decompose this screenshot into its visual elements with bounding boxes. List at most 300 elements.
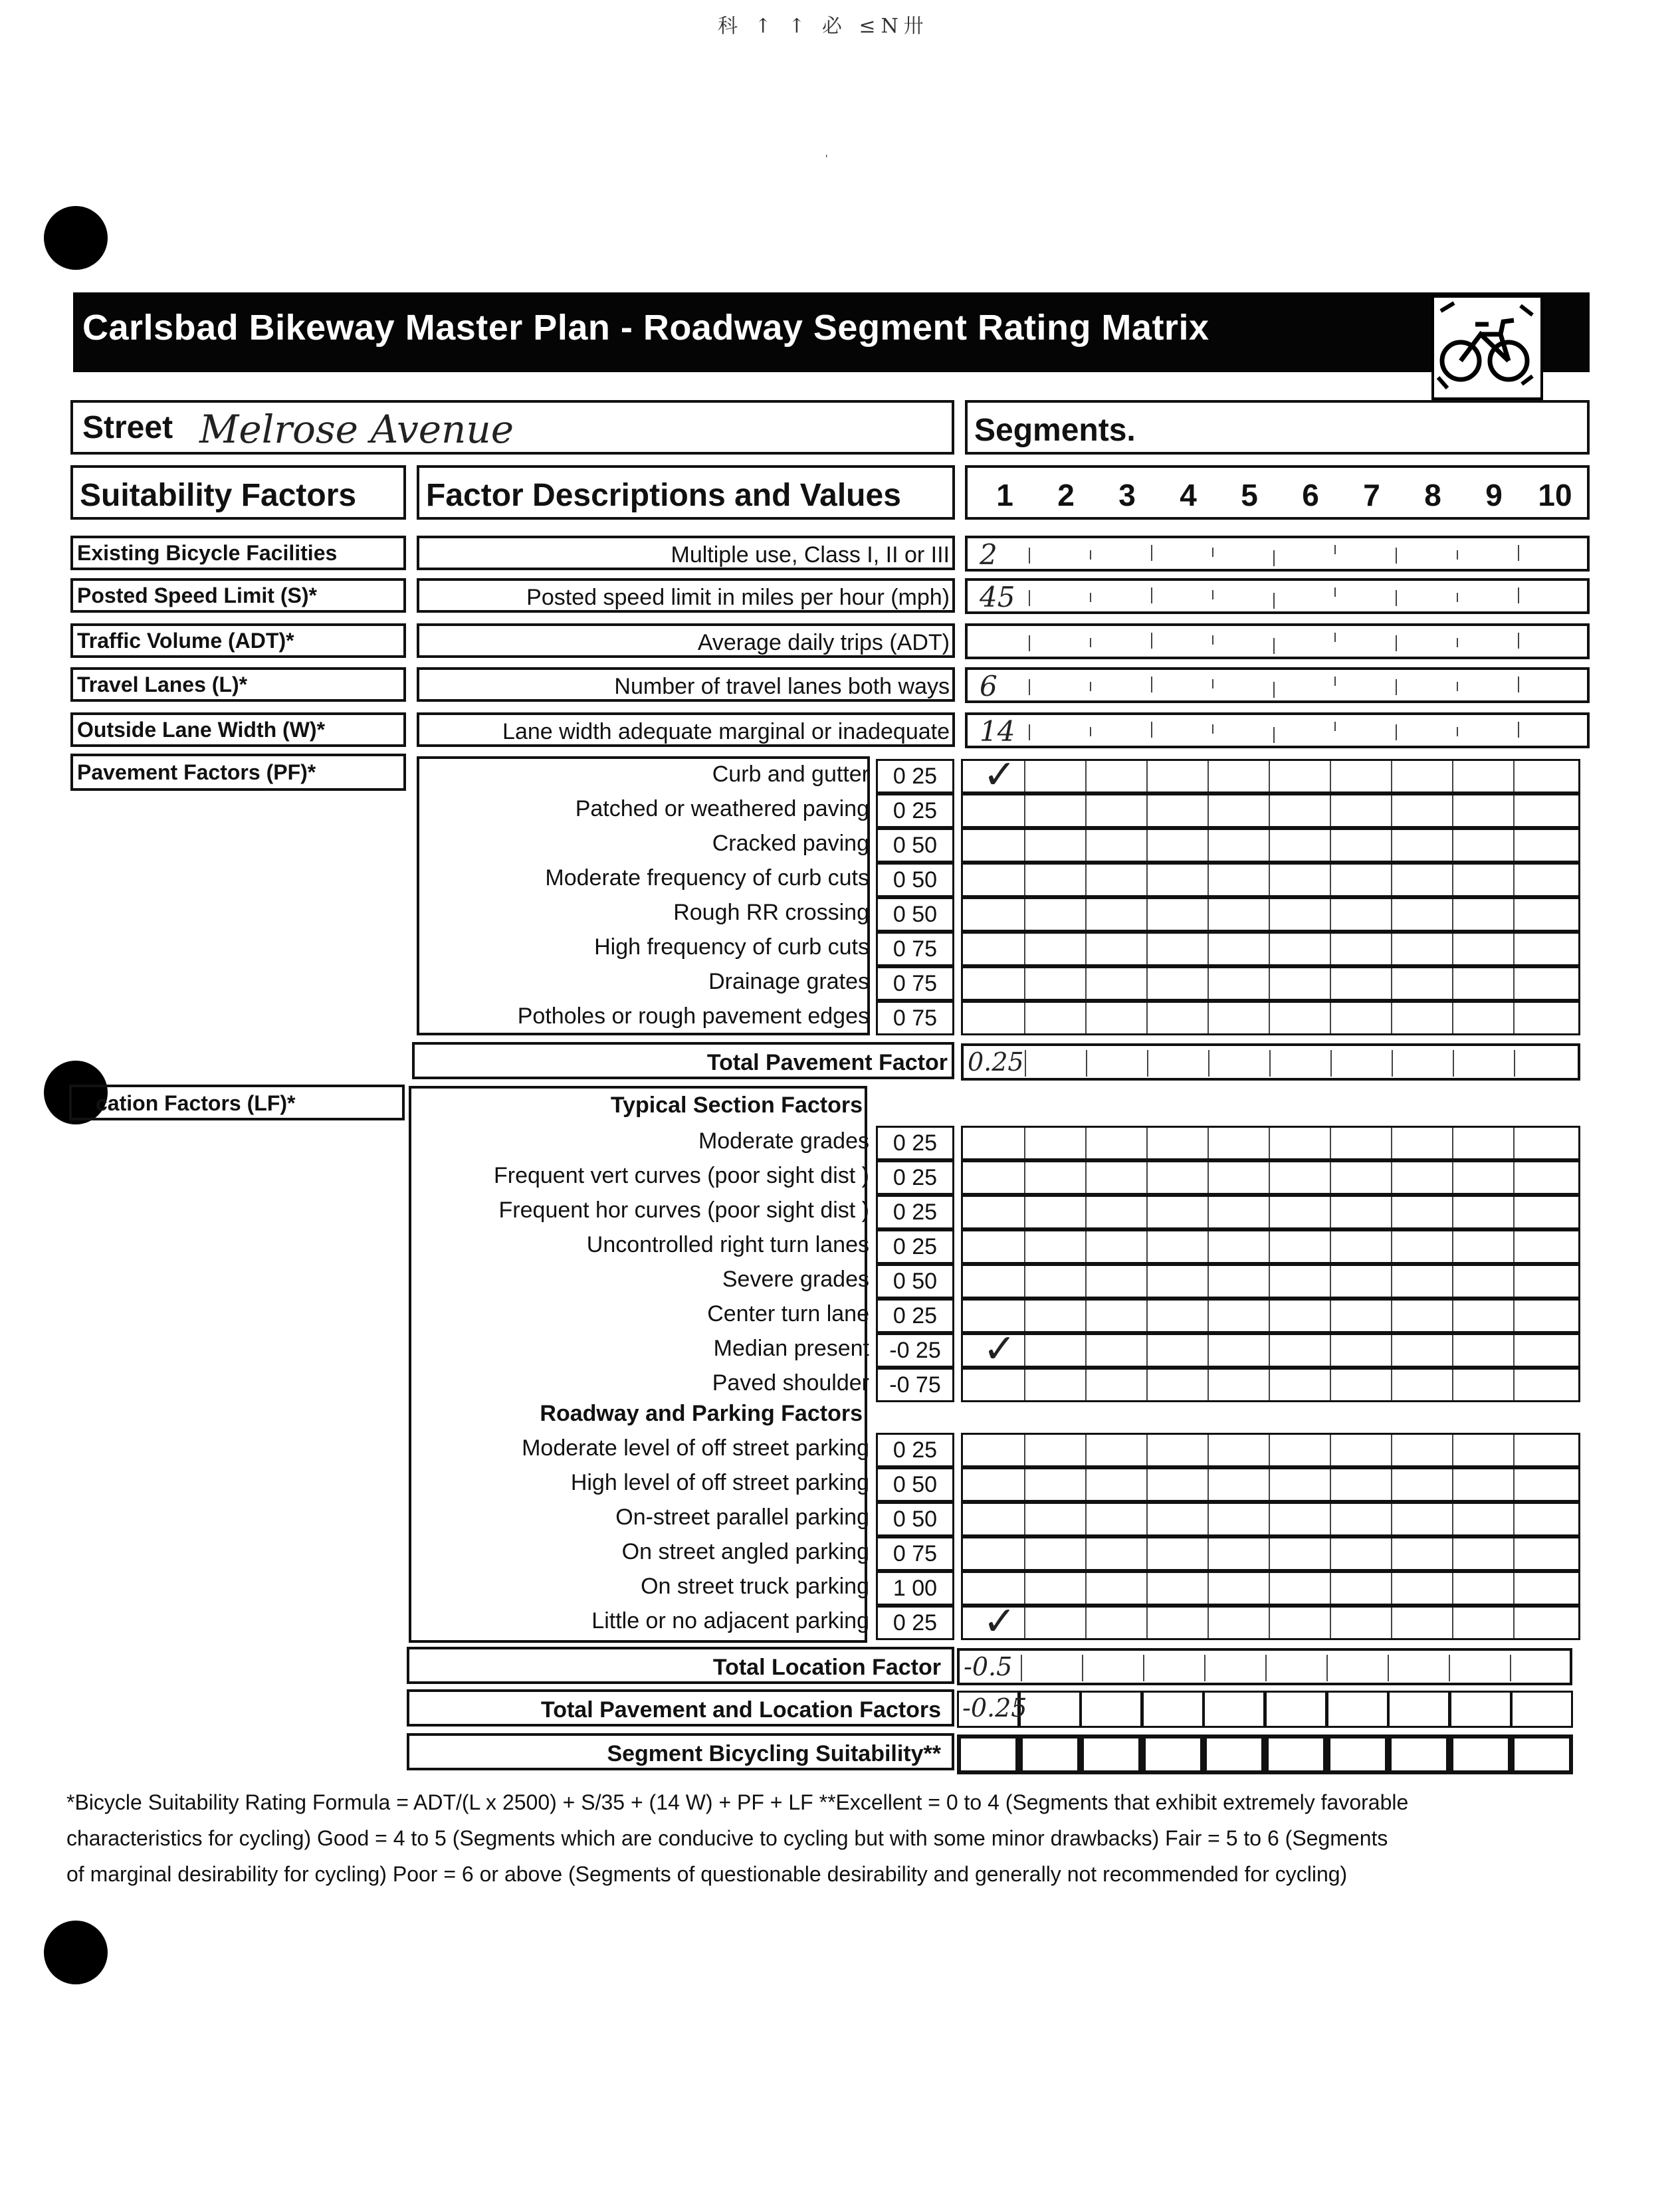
cell-divider [1513,1231,1515,1262]
pavement-item-value-box [876,828,954,863]
pavement-item-value-box [876,932,954,966]
cell-divider [1208,1538,1209,1569]
cell-divider [1085,1301,1087,1331]
factor-entry: 2 [980,538,998,571]
cell-divider [1212,679,1213,688]
parking-header: Roadway and Parking Factors [540,1401,863,1426]
cell-divider [1212,590,1213,599]
cell-divider [1330,1538,1331,1569]
cell-divider [1024,1231,1025,1262]
pavement-item-desc: Patched or weathered paving [575,796,869,821]
parking-item-value-box [876,1502,954,1536]
cell-divider [1269,1050,1271,1077]
cell-divider [1330,934,1331,964]
cell-divider [1085,1197,1087,1227]
factor-label-box [70,712,406,747]
cell-divider [1269,761,1270,791]
cell-divider [1085,934,1087,964]
cell-divider [1146,1197,1148,1227]
typical-item-segment-cells[interactable] [961,1195,1580,1229]
cell-divider [1513,1573,1515,1604]
cell-divider [1449,1655,1450,1681]
pavement-item-desc: Potholes or rough pavement edges [517,1003,869,1029]
total-pavement-box [412,1042,954,1079]
cell-divider [1269,1608,1270,1638]
cell-divider [1513,899,1515,930]
pavement-item-value: 0 50 [892,902,938,927]
pavement-item-desc: High frequency of curb cuts [594,934,869,960]
cell-divider [1208,865,1209,895]
cell-divider [1391,1370,1392,1400]
segment-cell[interactable] [1388,1691,1450,1728]
factor-desc-box [417,623,955,658]
cell-divider [1024,899,1025,930]
cell-divider [1024,1266,1025,1297]
cell-divider [1391,1504,1392,1534]
cell-divider [1269,1469,1270,1500]
pavement-item-segment-cells[interactable] [961,966,1580,1001]
cell-divider [1269,934,1270,964]
cell-divider [1151,587,1152,603]
cell-divider [1330,1573,1331,1604]
typical-item-value-box [876,1160,954,1195]
cell-divider [1024,1197,1025,1227]
parking-item-segment-cells[interactable] [961,1502,1580,1536]
parking-item-segment-cells[interactable] [961,1598,1580,1645]
cell-divider [1452,1538,1453,1569]
parking-item-value-box [876,1571,954,1606]
cell-divider [1334,633,1336,642]
scan-mark: ˌ [824,141,829,158]
typical-item-segment-cells[interactable] [961,1326,1580,1372]
cell-divider [1330,1231,1331,1262]
cell-divider [1024,830,1025,861]
cell-divider [1024,1370,1025,1400]
cell-divider [1090,550,1091,560]
cell-divider [1513,1003,1515,1033]
segment-cell[interactable] [1265,1691,1327,1728]
cell-divider [1330,1128,1331,1158]
cell-divider [1085,795,1087,826]
cell-divider [1146,1469,1148,1500]
cell-divider [1024,1301,1025,1331]
parking-item-value: 0 25 [892,1437,938,1463]
cell-divider [1208,1231,1209,1262]
typical-item-value: 0 25 [892,1165,938,1190]
pavement-item-value-box [876,1001,954,1035]
parking-item-value-box [876,1536,954,1571]
segment-cell[interactable] [957,1734,1019,1774]
typical-item-segment-cells[interactable] [961,1264,1580,1299]
cell-divider [1518,587,1519,603]
cell-divider [1024,1608,1025,1638]
segments-box [965,400,1590,455]
segment-cell[interactable] [1511,1734,1573,1774]
cell-divider [1085,1335,1087,1366]
parking-item-segment-cells[interactable] [961,1467,1580,1502]
cell-divider [1269,1335,1270,1366]
typical-item-value-box [876,1264,954,1299]
cell-divider [1212,724,1213,734]
factor-desc-box [417,578,955,613]
cell-divider [1146,1608,1148,1638]
factor-desc: Number of travel lanes both ways [614,674,950,699]
segment-number-8: 8 [1424,478,1441,512]
cell-divider [1146,1538,1148,1569]
cell-divider [1021,1655,1022,1681]
cell-divider [1326,1655,1328,1681]
cell-divider [1085,1370,1087,1400]
cell-divider [1513,1301,1515,1331]
cell-divider [1452,1003,1453,1033]
segment-cell[interactable] [1142,1734,1204,1774]
cell-divider [1452,1573,1453,1604]
pavement-item-segment-cells[interactable] [961,863,1580,897]
header-stamp: 科 ↑ ↑ 必 ≤N卅 [718,15,929,38]
total-location-entry: -0.5 [964,1652,1013,1681]
cell-divider [1208,1003,1209,1033]
parking-item-segment-cells[interactable] [961,1433,1580,1467]
cell-divider [1024,1538,1025,1569]
cell-divider [1330,1266,1331,1297]
cell-divider [1391,1301,1392,1331]
location-label-box [69,1085,405,1120]
typical-item-desc: Median present [713,1336,869,1361]
segment-cell[interactable] [1449,1691,1512,1728]
cell-divider [1391,1266,1392,1297]
cell-divider [1151,633,1152,649]
factor-label-box [70,623,406,658]
cell-divider [1452,1608,1453,1638]
factor-label-box [70,578,406,613]
cell-divider [1510,1655,1511,1681]
cell-divider [1269,1231,1270,1262]
typical-item-value-box [876,1299,954,1333]
cell-divider [1391,968,1392,999]
factor-desc: Posted speed limit in miles per hour (mph) [526,585,950,610]
typical-item-value-box [876,1229,954,1264]
pavement-item-segment-cells[interactable] [961,932,1580,966]
segment-cell[interactable] [1142,1691,1204,1728]
parking-item-value: 0 25 [892,1610,938,1635]
cell-divider [1334,545,1336,554]
segment-cell[interactable] [1449,1734,1512,1774]
cell-divider [1518,545,1519,561]
parking-item-value: 0 50 [892,1472,938,1497]
cell-divider [1208,1050,1209,1077]
typical-item-segment-cells[interactable] [961,1368,1580,1402]
pavement-item-value-box [876,759,954,793]
cell-divider [1396,590,1397,606]
pavement-item-value-box [876,793,954,828]
cell-divider [1391,1608,1392,1638]
cell-divider [1391,1335,1392,1366]
pavement-item-value-box [876,966,954,1001]
cell-divider [1085,1162,1087,1193]
cell-divider [1208,1128,1209,1158]
cell-divider [1518,633,1519,649]
factor-segment-cells[interactable] [965,578,1590,614]
pavement-item-value-box [876,897,954,932]
cell-divider [1330,1050,1332,1077]
factor-segment-cells[interactable] [965,667,1590,703]
segment-suitability-label: Segment Bicycling Suitability** [607,1741,941,1766]
cell-divider [1452,1231,1453,1262]
typical-item-segment-cells[interactable] [961,1126,1580,1160]
cell-divider [1085,1504,1087,1534]
cell-divider [1208,899,1209,930]
cell-divider [1452,1370,1453,1400]
parking-item-segment-cells[interactable] [961,1571,1580,1606]
segment-cell[interactable] [1511,1691,1573,1728]
cell-divider [1391,1003,1392,1033]
pavement-item-segment-cells[interactable] [961,828,1580,863]
factor-segment-cells[interactable] [965,623,1590,659]
cell-divider [1269,1162,1270,1193]
cell-divider [1085,1573,1087,1604]
segment-cell[interactable] [1388,1734,1450,1774]
cell-divider [1513,1608,1515,1638]
pavement-item-value: 0 25 [892,798,938,823]
cell-divider [1330,1370,1331,1400]
pavement-item-desc: Curb and gutter [712,762,869,787]
cell-divider [1269,1266,1270,1297]
cell-divider [1453,1050,1454,1077]
cell-divider [1513,1435,1515,1465]
factor-desc-box [417,712,955,747]
cell-divider [1146,1301,1148,1331]
cell-divider [1273,593,1275,609]
segments-label: Segments. [974,413,1136,448]
cell-divider [1085,830,1087,861]
typical-item-value-box [876,1333,954,1368]
pavement-item-desc: Cracked paving [712,831,869,856]
cell-divider [1334,722,1336,731]
parking-item-value-box [876,1433,954,1467]
cell-divider [1029,635,1030,651]
segment-cell[interactable] [1203,1734,1265,1774]
cell-divider [1452,1435,1453,1465]
cell-divider [1269,865,1270,895]
cell-divider [1514,1050,1515,1077]
cell-divider [1024,1003,1025,1033]
cell-divider [1085,1608,1087,1638]
footnote-line-1: *Bicycle Suitability Rating Formula = ADT/(L x 2500) + S/35 + (14 W) + PF + LF **Excellent = 0 to 4 (Segments that exhibit extremely favorable [66,1790,1409,1814]
cell-divider [1330,1197,1331,1227]
cell-divider [1391,1573,1392,1604]
cell-divider [1024,934,1025,964]
typical-item-desc: Severe grades [722,1267,869,1292]
cell-divider [1513,934,1515,964]
cell-divider [1513,1162,1515,1193]
cell-divider [1334,677,1336,686]
factor-label-box [70,536,406,570]
cell-divider [1146,1003,1148,1033]
segment-number-5: 5 [1241,478,1258,512]
typical-item-desc: Frequent vert curves (poor sight dist ) [493,1163,869,1188]
pavement-item-segment-cells[interactable] [961,1001,1580,1035]
cell-divider [1452,761,1453,791]
cell-divider [1269,1301,1270,1331]
cell-divider [1452,934,1453,964]
cell-divider [1452,795,1453,826]
cell-divider [1024,865,1025,895]
cell-divider [1269,830,1270,861]
parking-item-desc: Little or no adjacent parking [591,1608,869,1633]
factor-entry: 45 [980,581,1015,613]
location-label: cation Factors (LF)* [96,1091,296,1115]
cell-divider [1330,1162,1331,1193]
segment-cell[interactable] [1326,1734,1389,1774]
segment-number-3: 3 [1118,478,1136,512]
segment-cell[interactable] [1265,1734,1327,1774]
cell-divider [1146,1435,1148,1465]
cell-divider [1146,899,1148,930]
cell-divider [1208,1197,1209,1227]
segment-cell[interactable] [1019,1734,1081,1774]
typical-item-value: -0 75 [889,1372,941,1398]
total-both-box [407,1689,954,1727]
cell-divider [1269,1128,1270,1158]
cell-divider [1452,830,1453,861]
cell-divider [1391,830,1392,861]
cell-divider [1151,545,1152,561]
cell-divider [1146,1335,1148,1366]
cell-divider [1513,968,1515,999]
segment-cell[interactable] [1019,1691,1081,1728]
pavement-item-value: 0 75 [892,971,938,996]
cell-divider [1452,1469,1453,1500]
cell-divider [1330,1504,1331,1534]
cell-divider [1208,1504,1209,1534]
total-both-entry: -0.25 [962,1693,1027,1723]
parking-item-desc: Moderate level of off street parking [522,1435,869,1461]
cell-divider [1029,548,1030,564]
pavement-item-value-box [876,863,954,897]
cell-divider [1330,1301,1331,1331]
total-pavement-entry: 0.25 [968,1047,1024,1077]
segment-cell[interactable] [1326,1691,1389,1728]
cell-divider [1396,679,1397,695]
cell-divider [1269,1003,1270,1033]
cell-divider [1208,1469,1209,1500]
segment-cell[interactable] [1080,1691,1142,1728]
total-pavement-label: Total Pavement Factor [706,1050,948,1075]
factor-label: Traffic Volume (ADT)* [77,629,294,653]
cell-divider [1269,1504,1270,1534]
pavement-item-segment-cells[interactable] [961,793,1580,828]
segment-number-6: 6 [1302,478,1319,512]
pavement-item-value: 0 75 [892,1005,938,1031]
cell-divider [1388,1655,1389,1681]
cell-divider [1208,830,1209,861]
typical-item-segment-cells[interactable] [961,1160,1580,1195]
pavement-item-value: 0 25 [892,764,938,789]
total-location-label: Total Location Factor [712,1655,941,1680]
segment-number-1: 1 [996,478,1013,512]
typical-item-value: 0 25 [892,1200,938,1225]
cell-divider [1085,865,1087,895]
cell-divider [1391,1162,1392,1193]
cell-divider [1208,968,1209,999]
total-both-label: Total Pavement and Location Factors [540,1697,941,1723]
cell-divider [1457,682,1458,691]
cell-divider [1513,1504,1515,1534]
total-pavement-cells[interactable] [961,1043,1580,1081]
pavement-item-value: 0 50 [892,833,938,858]
cell-divider [1085,1538,1087,1569]
suitability-header-box [70,465,406,520]
segment-suitability-cells[interactable] [957,1734,1572,1774]
cell-divider [1513,1128,1515,1158]
total-both-cells[interactable] [957,1691,1572,1728]
factor-segment-cells[interactable] [965,536,1590,572]
cell-divider [1151,677,1152,692]
cell-divider [1024,1335,1025,1366]
cell-divider [1330,1608,1331,1638]
cell-divider [1330,1335,1331,1366]
segment-cell[interactable] [1203,1691,1265,1728]
cell-divider [1024,795,1025,826]
cell-divider [1391,1435,1392,1465]
factor-desc: Lane width adequate marginal or inadequate [502,719,950,744]
cell-divider [1513,761,1515,791]
cell-divider [1452,1301,1453,1331]
cell-divider [1090,593,1091,602]
pavement-item-segment-cells[interactable] [961,752,1580,798]
cell-divider [1391,795,1392,826]
pavement-item-desc: Drainage grates [708,969,869,994]
pavement-label-box [70,754,406,791]
factor-segment-cells[interactable] [965,712,1590,748]
pavement-item-segment-cells[interactable] [961,897,1580,932]
punch-hole-bottom [44,1921,108,1984]
cell-divider [1208,761,1209,791]
cell-divider [1085,761,1087,791]
parking-item-segment-cells[interactable] [961,1536,1580,1571]
cell-divider [1208,1266,1209,1297]
cell-divider [1396,548,1397,564]
cell-divider [1330,968,1331,999]
cell-divider [1273,638,1275,654]
typical-item-entry: ✓ [983,1326,1017,1372]
cell-divider [1143,1655,1144,1681]
cell-divider [1452,1504,1453,1534]
cell-divider [1029,590,1030,606]
cell-divider [1208,934,1209,964]
cell-divider [1208,1573,1209,1604]
cell-divider [1090,682,1091,691]
total-location-cells[interactable] [957,1648,1572,1685]
typical-item-desc: Uncontrolled right turn lanes [586,1232,869,1257]
cell-divider [1146,1266,1148,1297]
cell-divider [1391,1231,1392,1262]
cell-divider [1085,1469,1087,1500]
typical-item-segment-cells[interactable] [961,1229,1580,1264]
typical-item-segment-cells[interactable] [961,1299,1580,1333]
cell-divider [1513,1538,1515,1569]
street-field[interactable] [70,400,954,455]
cell-divider [1212,548,1213,557]
cell-divider [1452,865,1453,895]
cell-divider [1273,682,1275,698]
segment-number-4: 4 [1180,478,1197,512]
cell-divider [1269,1573,1270,1604]
cell-divider [1146,761,1148,791]
cell-divider [1513,795,1515,826]
segment-number-7: 7 [1363,478,1380,512]
segment-cell[interactable] [1080,1734,1142,1774]
